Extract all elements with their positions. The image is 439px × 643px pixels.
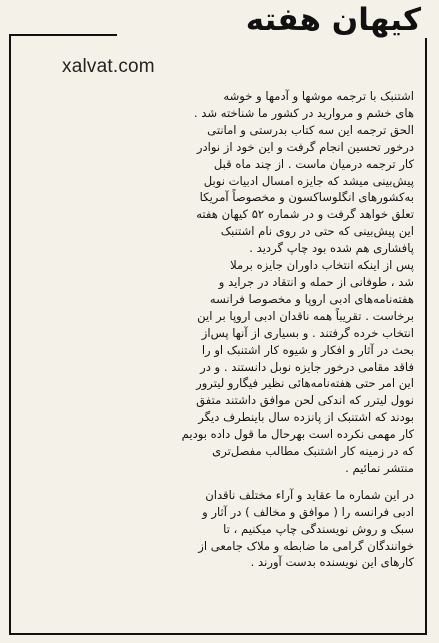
text-line: ادبی فرانسه را ( موافق و مخالف ) در آثار و bbox=[202, 504, 414, 519]
text-line: بودند که اشتنبک از پانزده سال باینطرف دیگر bbox=[198, 410, 414, 425]
text-line: فاقد مقامی درخور جایزه نوبل دانستند . و در bbox=[200, 359, 414, 374]
article-paragraph bbox=[22, 88, 414, 257]
text-line: اشتنبک با ترجمه موشها و آدمها و خوشه bbox=[223, 89, 414, 103]
watermark: xalvat.com bbox=[62, 56, 155, 77]
text-line: این امر حتی هفته‌نامه‌هائی نظیر فیگارو لیترور bbox=[196, 376, 414, 391]
text-line: بحث در آثار و افکار و شیوه کار اشتنبک او را bbox=[201, 342, 414, 357]
text-line: کارهای این نویسنده بدست آورند . bbox=[250, 555, 414, 570]
text-line: این پیش‌بینی که حتی در روی نام اشتنبک bbox=[220, 224, 414, 239]
text-line: سبک و روش نویسندگی چاپ میکنیم ، تا bbox=[223, 521, 414, 536]
text-line: کار ترجمه درمیان ماست . از چند ماه قبل bbox=[213, 156, 414, 171]
text-line: نوول لیترر که اندکی لحن موافق داشتند متفق bbox=[196, 393, 414, 408]
text-line: به‌کشورهای انگلوساکسون و مخصوصاً آمریکا bbox=[199, 190, 414, 205]
article-paragraph bbox=[22, 487, 414, 572]
text-line: خوانندگان گرامی ما ضابطه و ملاک جامعی از bbox=[198, 538, 414, 553]
text-line: انتخاب خرده گرفتند . و بسیاری از آنها پس‌از bbox=[201, 325, 414, 340]
text-line: شد ، طوفانی از حمله و انتقاد در جراید و bbox=[218, 274, 414, 289]
article-body bbox=[22, 88, 414, 571]
masthead-title: کیهان هفته bbox=[117, 2, 427, 38]
text-line: هفته‌نامه‌های ادبی اروپا و مخصوصا فرانسه bbox=[209, 291, 414, 306]
text-line: کار مهمی نکرده است بهرحال ما قول داده بودیم bbox=[181, 427, 414, 442]
text-line: در این شماره ما عقاید و آراء مختلف ناقدان bbox=[205, 487, 414, 502]
text-line: پیش‌بینی میشد که جایزه امسال ادبیات نوبل bbox=[203, 173, 414, 188]
text-line: برخاست . تقریباً همه ناقدان ادبی اروپا بر این bbox=[197, 308, 414, 323]
text-line: درخور تحسین انجام گرفت و این خود از نوادر bbox=[196, 139, 414, 154]
text-line: منتشر نمائیم . bbox=[345, 460, 414, 475]
text-line: تعلق خواهد گرفت و در شماره ۵۲ کیهان هفته bbox=[196, 207, 414, 222]
text-line: الحق ترجمه این سه کتاب بدرستی و امانتی bbox=[207, 122, 414, 137]
text-line: پافشاری هم شده بود چاپ گردید . bbox=[249, 241, 414, 256]
article-paragraph bbox=[22, 257, 414, 477]
text-line: که در زمینه کار اشتنبک مطالب مفصل‌تری bbox=[212, 444, 414, 459]
text-line: پس از اینکه انتخاب داوران جایزه برملا bbox=[230, 258, 414, 273]
text-line: های خشم و مروارید در کشور ما شناخته شد . bbox=[193, 105, 414, 120]
